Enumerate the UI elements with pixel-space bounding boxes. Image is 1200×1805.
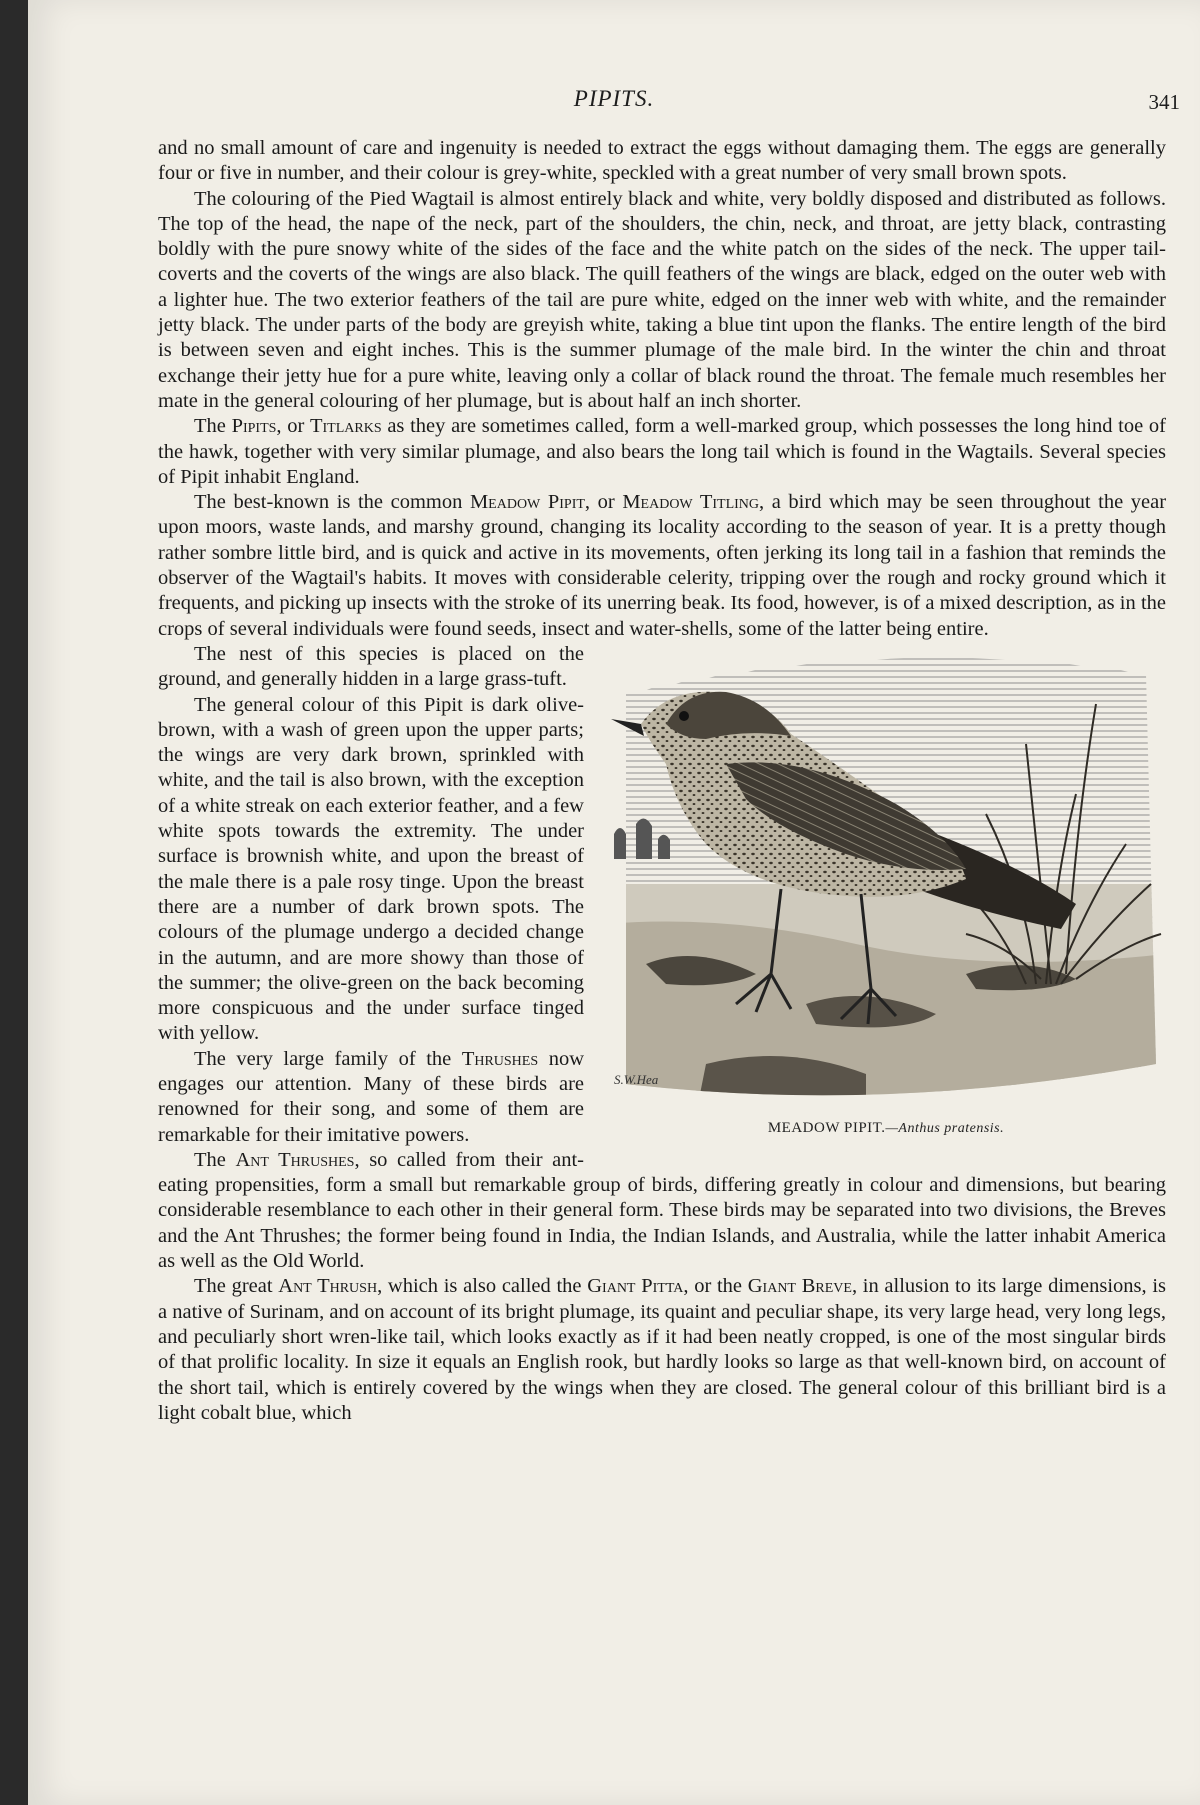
paragraph: The Ant Thrushes, so called from their ant-eating propensities, form a small but remarkable group of birds, differing greatly in colour and dimensions, but bearing considerable resemblance to each other in their general form. These birds may be separated into two divisions, the Breves and the Ant Thrushes; the former being found in India, the Indian Islands, and Australia, while the latter inhabit America as well as the Old World.: [158, 1148, 1166, 1273]
paragraph: The colouring of the Pied Wagtail is almost entirely black and white, very boldly disposed and distributed as follows. The top of the head, the nape of the neck, part of the shoulders, the chin, neck, and throat, are jetty black, contrasting boldly with the pure snowy white of the sides of the face and the white patch on the sides of the neck. The upper tail-coverts and the coverts of the wings are also black. The quill feathers of the wings are black, edged on the outer web with a lighter hue. The two exterior feathers of the tail are pure white, edged on the inner web with white, and the remainder jetty black. The under parts of the body are greyish white, taking a blue tint upon the flanks. The entire length of the bird is between seven and eight inches. This is the summer plumage of the male bird. In the winter the chin and throat exchange their jetty hue for a pure white, leaving only a collar of black round the throat. The female much resembles her mate in the general colouring of her plumage, but is about half an inch shorter.: [158, 187, 1166, 412]
body-text: [158, 136, 1166, 1426]
page-number: 341: [1148, 90, 1180, 114]
small-caps-term: Giant Pitta: [587, 1275, 684, 1298]
page: [28, 0, 1200, 1805]
caption-latin: —Anthus pratensis.: [885, 1120, 1005, 1136]
small-caps-term: Pipits: [231, 415, 277, 438]
paragraph: The general colour of this Pipit is dark olive-brown, with a wash of green upon the upper parts; the wings are very dark brown, sprinkled with white, and the tail is also brown, with the exception of a white streak on each exterior feather, and a few white spots towards the extremity. The under surface is brownish white, and upon the breast of the male there is a pale rosy tinge. Upon the breast there are a number of dark brown spots. The colours of the plumage undergo a decided change in the autumn, and are more showy than those of the summer; the olive-green on the back becoming more conspicuous and the under surface tinged with yellow.: [158, 693, 584, 1045]
caption-name: MEADOW PIPIT.: [767, 1119, 886, 1136]
page-header: [28, 86, 1200, 116]
eye: [679, 711, 689, 721]
small-caps-term: Ant Thrush: [278, 1275, 378, 1298]
paragraph: The very large family of the Thrushes now engages our attention. Many of these birds are renowned for their song, and some of them are remarkable for their imitative powers.: [158, 1047, 584, 1146]
small-caps-term: Titlarks: [310, 415, 382, 438]
small-caps-term: Ant Thrushes: [235, 1148, 355, 1171]
engraver-signature: S.W.Hea: [614, 1071, 659, 1087]
small-caps-term: Giant Breve: [747, 1275, 852, 1298]
figure-caption: [606, 1116, 1166, 1141]
small-caps-term: Meadow Titling: [622, 491, 760, 514]
paragraph: and no small amount of care and ingenuity is needed to extract the eggs without damaging them. The eggs are generally four or five in number, and their colour is grey-white, speckled with a great number of very small brown spots.: [158, 137, 1166, 185]
paragraph: The best-known is the common Meadow Pipit, or Meadow Titling, a bird which may be seen throughout the year upon moors, waste lands, and marshy ground, changing its locality according to the season of year. It is a pretty though rather sombre little bird, and is quick and active in its movements, often jerking its long tail in a fashion that reminds the observer of the Wagtail's habits. It moves with considerable celerity, tripping over the rough and rocky ground which it frequents, and picking up insects with the stroke of its unerring beak. Its food, however, is of a mixed description, as in the crops of several individuals were found seeds, insect and water-shells, some of the latter being entire.: [158, 491, 1167, 640]
running-head: PIPITS.: [573, 86, 655, 111]
paragraph: The nest of this species is placed on the ground, and generally hidden in a large grass-tuft.: [158, 642, 584, 691]
paragraph: The Pipits, or Titlarks as they are sometimes called, form a well-marked group, which possesses the long hind toe of the hawk, together with very similar plumage, and also bears the long tail which is found in the Wagtails. Several species of Pipit inhabit England.: [158, 415, 1166, 488]
meadow-pipit-illustration: [606, 644, 1166, 1109]
small-caps-term: Meadow Pipit: [469, 491, 585, 514]
paragraph: The great Ant Thrush, which is also called the Giant Pitta, or the Giant Breve, in allusion to its large dimensions, is a native of Surinam, and on account of its bright plumage, its quaint and peculiar shape, its very large head, very long legs, and peculiarly short wren-like tail, which looks exactly as if it had been neatly cropped, is one of the most singular birds of that prolific locality. In size it equals an English rook, but hardly looks so large as that well-known bird, on account of the short tail, which is entirely covered by the wings when they are closed. The general colour of this brilliant bird is a light cobalt blue, which: [158, 1275, 1167, 1424]
meadow-pipit-figure: [606, 644, 1166, 1142]
small-caps-term: Thrushes: [461, 1047, 539, 1070]
